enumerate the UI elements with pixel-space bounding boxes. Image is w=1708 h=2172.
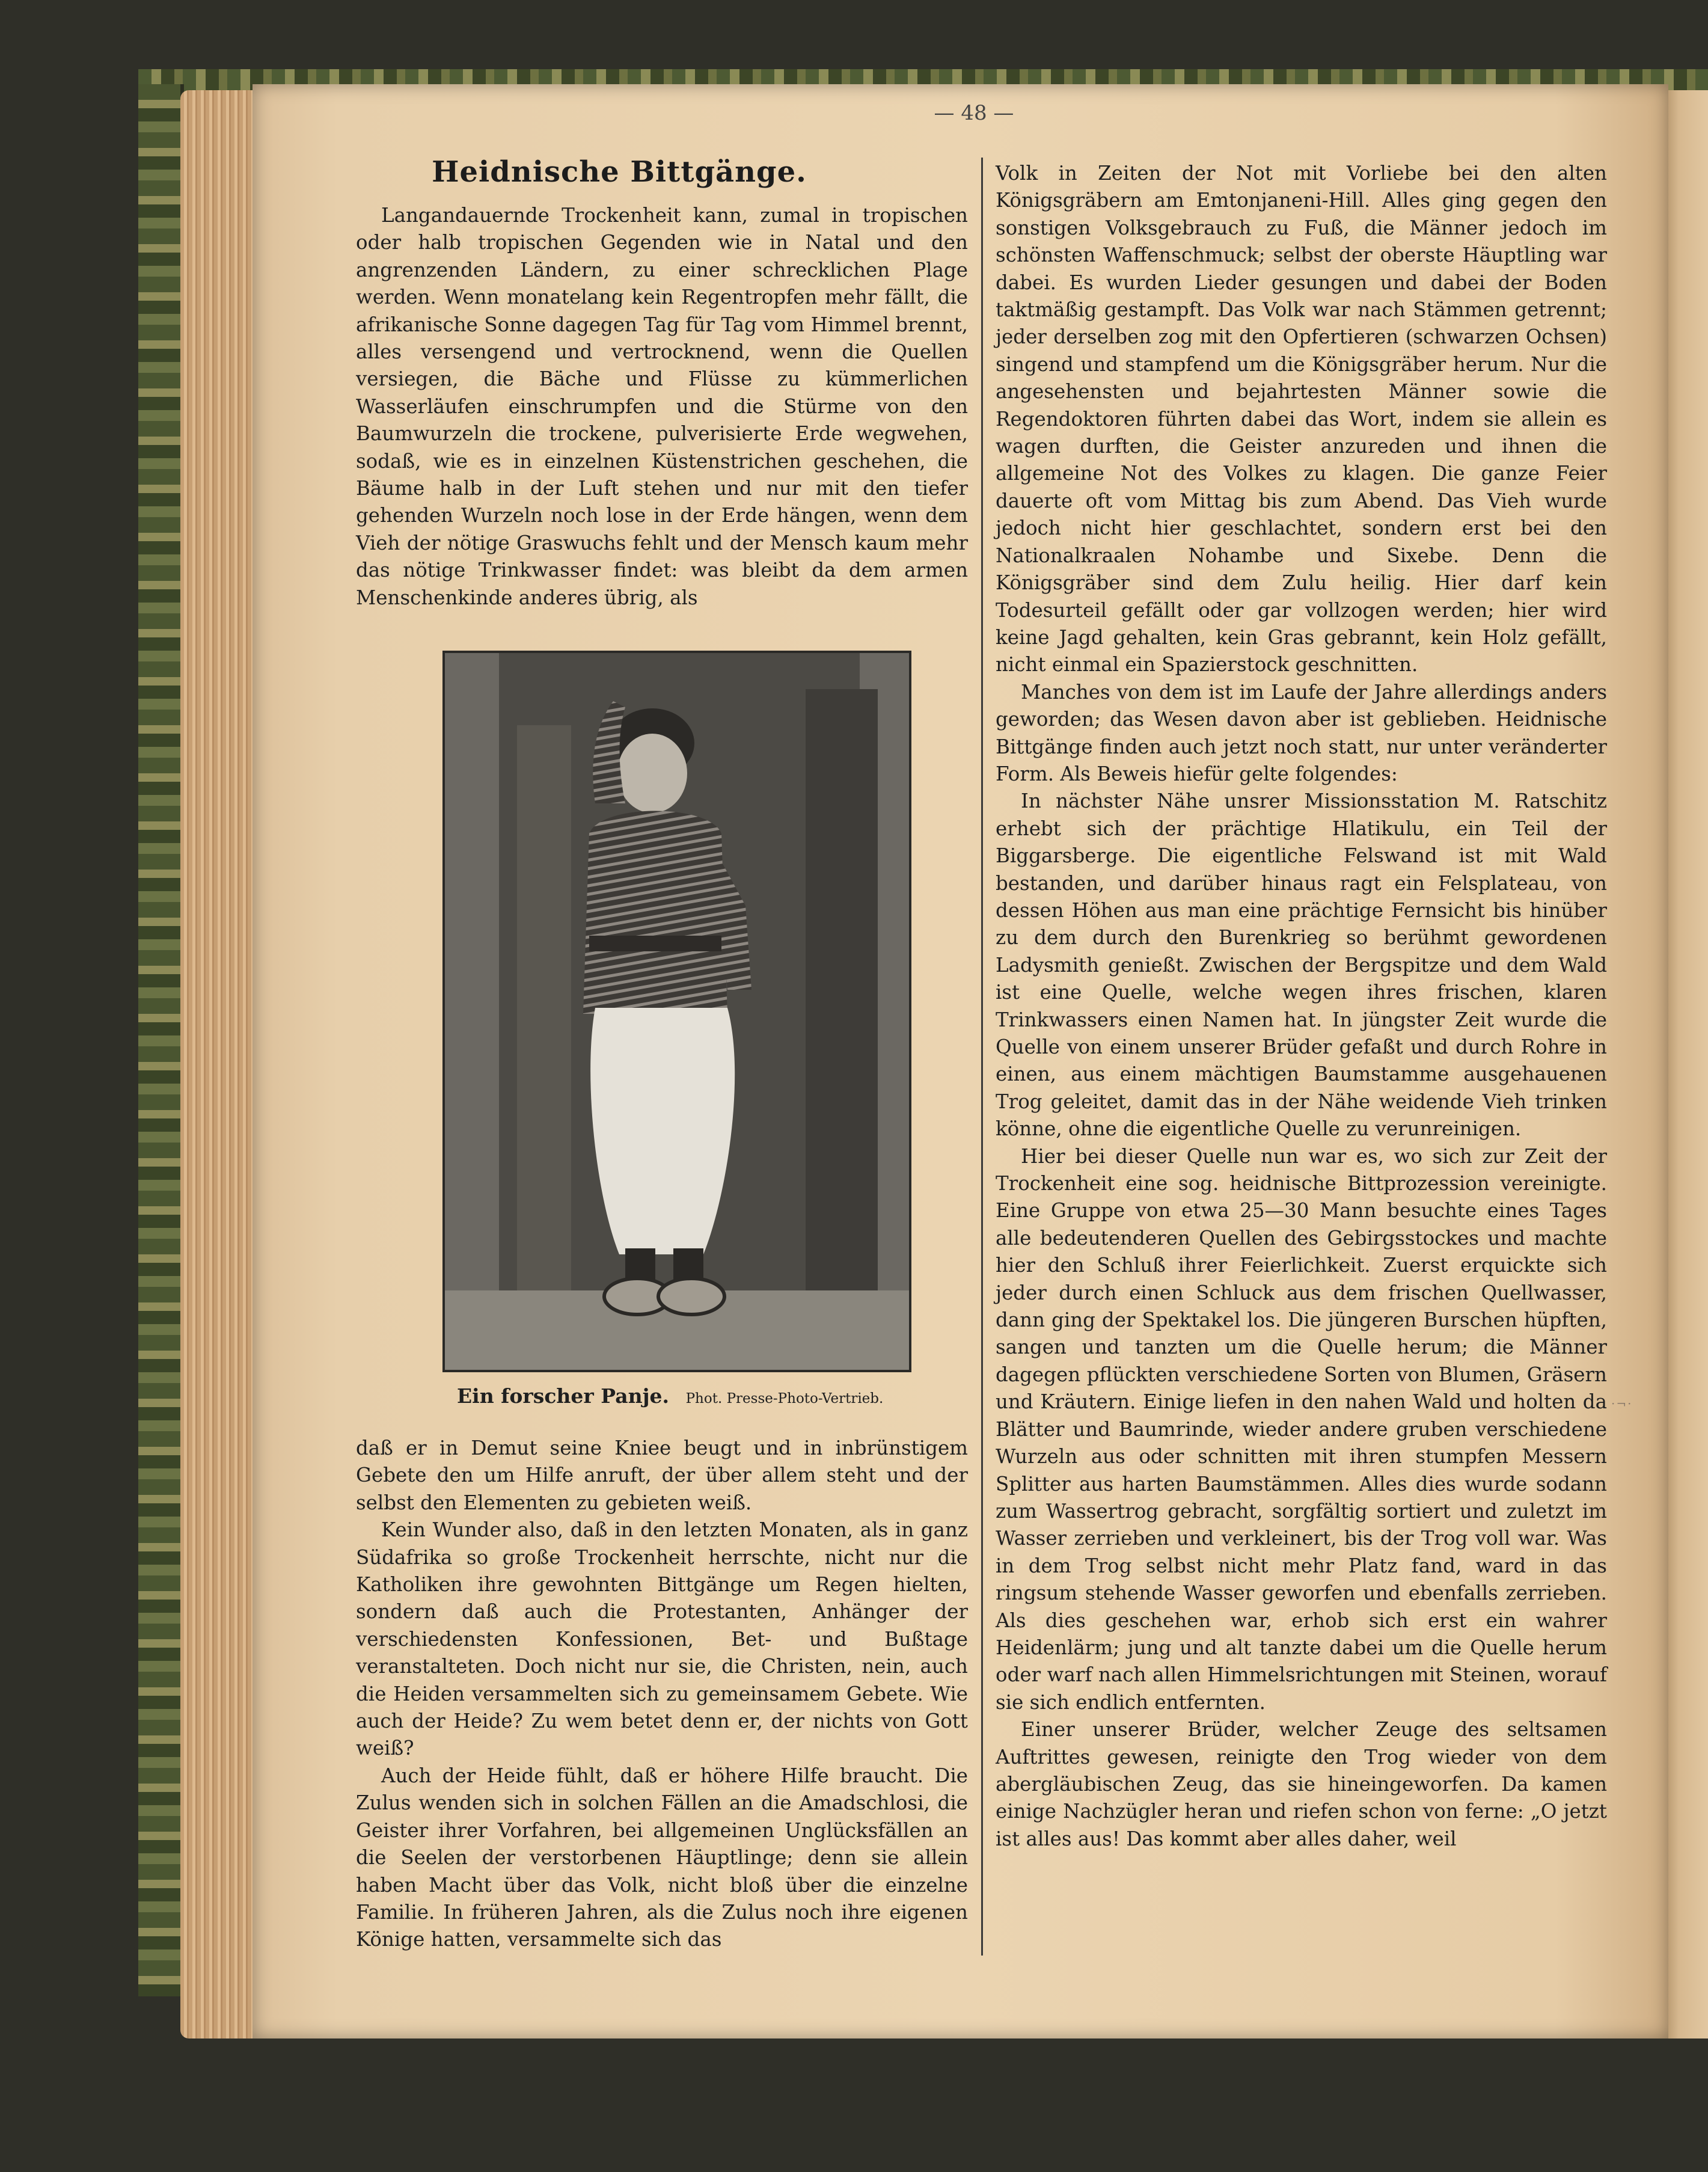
photo-child-saluting: [442, 651, 911, 1372]
photo-caption: [457, 1384, 938, 1408]
book-cover-spine: [138, 84, 184, 1996]
paragraph: daß er in Demut seine Kniee beugt und in inbrünstigem Gebete den um Hilfe anruft, der über allem steht und der selbst den Elementen zu gebieten weiß.: [356, 1437, 968, 1514]
paragraph: Hier bei dieser Quelle nun war es, wo sich zur Zeit der Trockenheit eine sog. heidnische Bittprozession vereinigte. Eine Gruppe von etwa 25—30 Mann besuchte eines Tages alle bedeutenderen Quellen des Gebirgsstockes und machte hier den Schluß ihrer Feierlichkeit. Zuerst erquickte sich jeder durch einen Schluck aus dem frischen Quellwasser, dann ging der Spektakel los. Die jüngeren Burschen hüpften, sangen und tanzten um die Quelle herum; die Männer dagegen pflückten verschiedene Sorten von Blumen, Gräsern und Kräutern. Einige liefen in den nahen Wald und holten da Blätter und Baumrinde, wieder andere gruben verschiedene Wurzeln aus oder schnitten mit ihren stumpfen Messern Splitter aus harten Baumstämmen. Alles dies wurde sodann zum Wassertrog gebracht, sorgfältig sortiert und zuletzt im Wasser zerrieben und verkleinert, bis der Trog voll war. Was in dem Trog selbst nicht mehr Platz fand, ward in das ringsum stehende Wasser geworfen und ebenfalls zerrieben. Als dies geschehen war, erhob sich erst ein wahrer Heidenlärm; jung und alt tanzte dabei um die Quelle herum oder warf nach allen Himmelsrichtungen mit Steinen, worauf sie sich endlich entfernten.: [996, 1144, 1607, 1714]
paragraph: Kein Wunder also, daß in den letzten Monaten, als in ganz Südafrika so große Trockenheit herrschte, nicht nur die Katholiken ihre gewohnten Bittgänge um Regen hielten, sondern daß auch die Protestanten, Anhänger der verschiedensten Konfessionen, Bet- und Bußtage veranstalteten. Doch nicht nur sie, die Christen, nein, auch die Heiden versammelten sich zu gemeinsamem Gebete. Wie auch der Heide? Zu wem betet denn er, der nichts von Gott weiß?: [356, 1518, 968, 1760]
margin-note: ·¬·: [1611, 1396, 1633, 1411]
left-column-bottom-text: [356, 1435, 968, 1954]
paragraph: In nächster Nähe unsrer Missionsstation M. Ratschitz erhebt sich der prächtige Hlatikulu, ein Teil der Biggarsberge. Die eigentliche Felswand ist mit Wald bestanden, und darüber hinaus ragt ein Felsplateau, von dessen Höhen aus man eine prächtige Fernsicht bis hinüber zu dem durch den Burenkrieg so berühmt gewordenen Ladysmith genießt. Zwischen der Bergspitze und dem Wald ist eine Quelle, welche wegen ihres frischen, klaren Trinkwassers einen Namen hat. In jüngster Zeit wurde die Quelle von einem unserer Brüder gefaßt und durch Rohre in einen, aus einem mächtigen Baumstamme ausgehauenen Trog geleitet, damit das in der Nähe weidende Vieh trinken könne, ohne die eigentliche Quelle zu verunreinigen.: [996, 790, 1607, 1141]
left-column-top-text: [356, 202, 968, 612]
paragraph: Langandauernde Trockenheit kann, zumal in tropischen oder halb tropischen Gegenden wie in Natal und den angrenzenden Ländern, zu einer schrecklichen Plage werden. Wenn monatelang kein Regentropfen mehr fällt, die afrikanische Sonne dagegen Tag für Tag vom Himmel brennt, alles versengend und vertrocknend, wenn die Quellen versiegen, die Bäche und Flüsse zu kümmerlichen Wasserläufen einschrumpfen und die Stürme von den Baumwurzeln die trockene, pulverisierte Erde wegwehen, sodaß, wie es in einzelnen Küstenstrichen geschehen, die Bäume halb in der Luft stehen und nur mit den tiefer gehenden Wurzeln noch lose in der Erde hängen, wenn dem Vieh der nötige Graswuchs fehlt und der Mensch kaum mehr das nötige Trinkwasser findet: was bleibt da dem armen Menschenkinde anderes übrig, als: [356, 204, 968, 609]
caption-title: Ein forscher Panje.: [457, 1384, 670, 1408]
paragraph: Manches von dem ist im Laufe der Jahre allerdings anders geworden; das Wesen davon aber ist geblieben. Heidnische Bittgänge finden auch jetzt noch statt, nur unter veränderter Form. Als Beweis hiefür gelte folgendes:: [996, 680, 1607, 785]
page-stack-edges: [180, 90, 259, 2039]
photo-credit: Phot. Presse-Photo-Vertrieb.: [685, 1391, 884, 1407]
paragraph: Auch der Heide fühlt, daß er höhere Hilfe braucht. Die Zulus wenden sich in solchen Fällen an die Amadschlosi, die Geister ihrer Vorfahren, bei allgemeinen Unglücksfällen an die Seelen der verstorbenen Häuptlinge; denn sie allein haben Macht über das Volk, nicht bloß über die einzelne Familie. In früheren Jahren, als die Zulus noch ihre eigenen Könige hatten, versammelte sich das: [356, 1764, 968, 1951]
article-title: Heidnische Bittgänge.: [432, 155, 807, 189]
paragraph: Einer unserer Brüder, welcher Zeuge des seltsamen Auftrittes gewesen, reinigte den Trog wieder von dem abergläubischen Zeug, das sie hineingeworfen. Da kamen einige Nachzügler heran und riefen schon von ferne: „O jetzt ist alles aus! Das kommt aber alles daher, weil: [996, 1718, 1607, 1850]
paragraph: Volk in Zeiten der Not mit Vorliebe bei den alten Königsgräbern am Emtonjaneni-Hill. Alles ging gegen den sonstigen Volksgebrauch zu Fuß, die Männer jedoch im schönsten Waffenschmuck; selbst der oberste Häuptling war dabei. Es wurden Lieder gesungen und dabei der Boden taktmäßig gestampft. Das Volk war nach Stämmen getrennt; jeder derselben zog mit den Opfertieren (schwarzen Ochsen) singend und stampfend um die Königsgräber herum. Nur die angesehensten und bejahrtesten Männer sowie die Regendoktoren führten dabei das Wort, indem sie allein es wagen durften, die Geister anzureden und ihnen die allgemeine Not des Volkes zu klagen. Die ganze Feier dauerte oft vom Mittag bis zum Abend. Das Vieh wurde jedoch nicht hier geschlachtet, sondern erst bei den Nationalkraalen Nohambe und Sixebe. Denn die Königsgräber sind dem Zulu heilig. Hier darf kein Todesurteil gefällt oder gar vollzogen werden; hier wird keine Jagd gehalten, kein Gras gebrannt, kein Holz gefällt, nicht einmal ein Spazierstock geschnitten.: [996, 162, 1607, 676]
right-column-text: [996, 160, 1607, 1853]
page-number: — 48 —: [934, 101, 1014, 125]
photo-illustration: [445, 653, 909, 1370]
column-divider: [981, 158, 983, 1956]
